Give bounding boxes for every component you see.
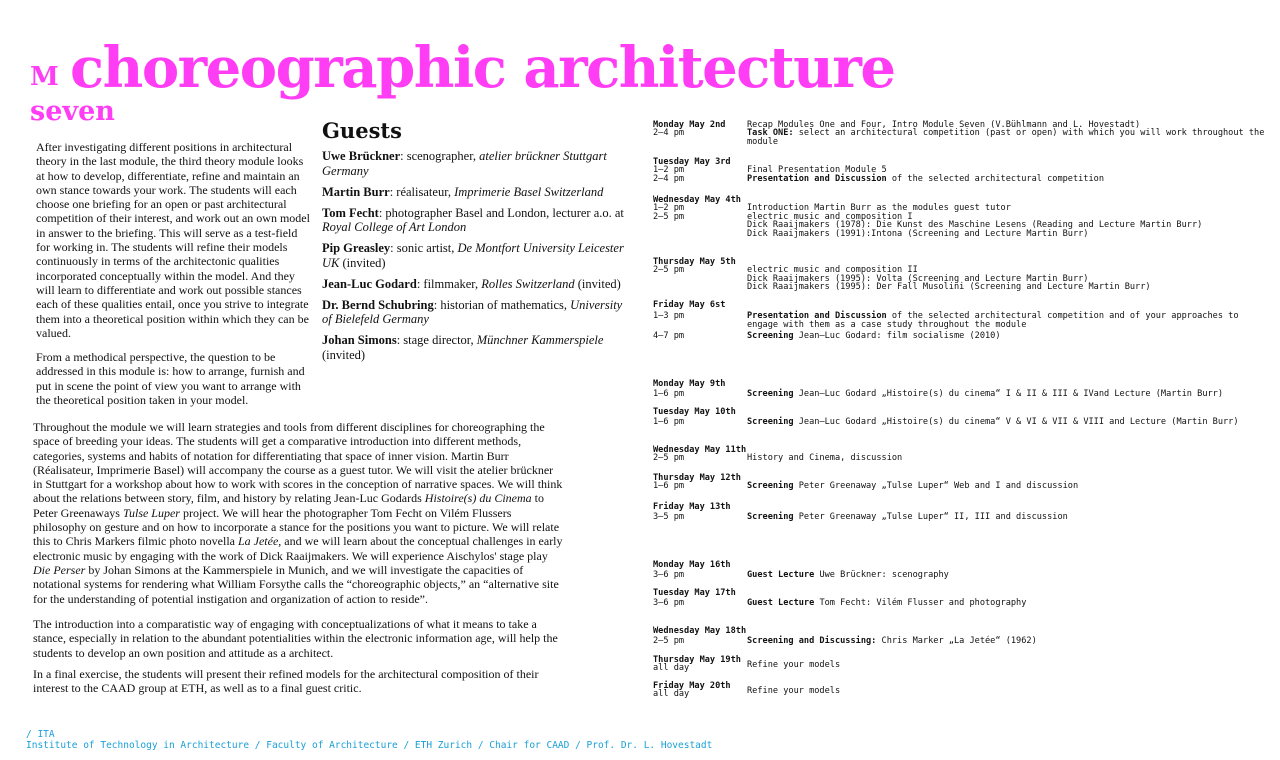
guest-name: Jean-Luc Godard [322,276,417,291]
schedule-day-label: Wednesday May 18th [653,626,747,636]
guest-item [322,241,632,271]
guest-item [322,298,632,328]
guest-role: : sonic artist, [390,241,458,256]
schedule-day-tue17 [653,589,1268,608]
guest-name: Dr. Bernd Schubring [322,297,434,312]
guest-item [322,149,632,179]
main-text-5: by Johan Simons at the Kammerspiele in Munich, and we will investigate the capacities of notational systems for rendering what William Forsythe calls the “choreographic objects,” an “alternative site for the understanding of potential instigation and organization of action to reside”. [33,562,559,606]
schedule-day-thu5 [653,258,1268,292]
schedule-entry: electric music and composition I [747,211,913,222]
schedule-entry: Final Presentation Module 5 [747,165,887,176]
module-letter: M [30,62,59,92]
schedule-entry-text: Tom Fecht: Vilém Flusser and photography [814,598,1027,609]
schedule-entry-text: of the selected architectural competition and of your approaches to engage with them as a case study throughout the module [747,311,1239,330]
guest-affiliation: Münchner Kammerspiele [476,333,604,348]
schedule-entry: Recap Modules One and Four, Intro Module Seven (V.Bühlmann and L. Hovestadt) [747,120,1141,130]
guest-role: : stage director, [396,333,477,348]
schedule-entry [747,637,1268,645]
title-la-jetee: La Jetée [237,534,279,549]
schedule-day-label: Friday May 6st [653,300,726,310]
schedule-entry-bold: Guest Lecture [747,598,815,609]
schedule-entry-bold: Screening [747,481,794,492]
schedule-entry: Introduction Martin Burr as the modules guest tutor [747,203,1011,214]
guest-role: : photographer Basel and London, lecturer a.o. at [378,205,624,220]
schedule-day-tue10 [653,408,1268,427]
schedule-entry-bold: Screening [747,512,794,523]
schedule-entry-text: Peter Greenaway „Tulse Luper“ II, III and discussion [793,512,1068,523]
main-paragraph [33,420,563,606]
schedule-day-label: Monday May 16th [653,560,731,570]
schedule-entry-bold: Presentation and Discussion [747,173,887,184]
schedule-day-label: Tuesday May 3rd [653,157,731,167]
schedule-entry-bold: Screening [747,389,794,400]
guest-extra: (invited) [322,347,366,362]
guests-heading: Guests [322,118,402,143]
schedule-entry-bold: Guest Lecture [747,570,815,581]
schedule-day-label: Tuesday May 10th [653,407,736,417]
schedule-time: 2–5 pm [653,453,685,464]
guest-role: : réalisateur, [389,184,455,199]
guest-name: Pip Greasley [322,241,391,256]
guest-name: Martin Burr [322,184,390,199]
schedule-time: 1–2 pm [653,165,685,176]
schedule-time: 3–6 pm [653,570,685,581]
schedule-entry: Dick Raaijmakers (1995): Volta (Screening and Lecture Martin Burr) [747,273,1089,284]
schedule-entry-text: select an architectural competition (past or open) with which you will work throughout the module [747,128,1265,147]
schedule-entry [747,332,1268,340]
schedule-time: 1–6 pm [653,417,685,428]
main-text-1b: ) will accompany the course as a guest tutor. We will visit the atelier brückner in Stuttgart for a workshop about how to work with scores in the conception of narrative spaces. We will think about the relations between story, film, and history by relating Jean-Luc Godards [33,462,563,506]
schedule-time: 2–4 pm [653,128,685,139]
schedule-time: 3–5 pm [653,512,685,523]
schedule-time: 4–7 pm [653,331,685,342]
guest-affiliation: atelier brückner Stuttgart Germany [322,149,607,178]
main-text-1: Throughout the module we will learn strategies and tools from different disciplines for choreographing the space of breeding your ideas. The students will get a comparative introduction into different methods, categories, systems and habits of notation for differentiating that space of inner vision. Martin Burr (Réalisateur, Imprimerie Basel [33,420,545,477]
schedule-time: 2–5 pm [653,265,685,276]
schedule-day-thu19 [653,656,1268,673]
schedule-time: 1–6 pm [653,481,685,492]
schedule-time: 1–2 pm [653,203,685,214]
schedule-entry [747,312,1268,329]
guest-item [322,277,632,292]
schedule-entry: electric music and composition II [747,265,918,276]
main-text-4: , and we will learn about the conceptual challenges in early electronic music by engaging with the work of Dick Raaijmakers. We will experience Aischylos' stage play [33,534,563,563]
schedule-day-label: Monday May 2nd [653,120,726,130]
schedule-entry-bold: Screening [747,331,794,342]
guest-extra: (invited) [574,276,621,291]
schedule-entry-text: Peter Greenaway „Tulse Luper“ Web and I and discussion [793,481,1079,492]
footer-ita: / ITA [26,729,55,740]
guest-name: Johan Simons [322,333,397,348]
schedule-day-wed4 [653,196,1268,238]
schedule-day-fri6 [653,301,1268,341]
schedule-entry [747,571,1268,579]
schedule-day-label: Friday May 13th [653,502,731,512]
schedule-entry: Dick Raaijmakers (1991):Intona (Screening and Lecture Martin Burr) [747,228,1089,239]
page-title: choreographic architecture [70,35,895,101]
schedule-time: 2–5 pm [653,636,685,647]
schedule-day-tue3 [653,158,1268,183]
main-text-3: project. We will hear the photographer Tom Fecht on Vilém Flussers philosophy on gesture and on how to incorporate a stance for the positions you want to picture. We will relate this to Chris Markers filmic photo novella [33,505,560,549]
schedule-entry: History and Cinema, discussion [747,453,903,464]
schedule-entry-bold: Task ONE: [747,128,794,139]
schedule-day-mon2 [653,121,1268,146]
guest-role: : scenographer, [400,149,480,164]
guest-affiliation: Imprimerie Basel Switzerland [454,184,604,199]
schedule-entry [747,390,1268,398]
schedule-entry-bold: Screening and Discussing: [747,636,877,647]
main-text-2: to Peter Greenaways [33,491,545,520]
schedule-day-wed11 [653,446,1268,463]
guest-affiliation: Royal College of Art London [322,220,467,235]
guest-role: : historian of mathematics, [433,297,571,312]
footer [26,729,712,751]
schedule-time: all day [653,663,690,674]
schedule-entry [747,418,1268,426]
schedule-entry-text: Uwe Brückner: scenography [814,570,949,581]
schedule-entry-text: Jean–Luc Godard „Histoire(s) du cinema“ I & II & III & IVand Lecture (Martin Burr) [793,389,1224,400]
schedule-entry [747,175,1268,183]
guest-affiliation: Rolles Switzerland [481,276,575,291]
schedule-day-label: Wednesday May 4th [653,195,741,205]
schedule-day-label: Friday May 20th [653,681,731,691]
guest-item [322,333,632,363]
schedule-day-label: Tuesday May 17th [653,588,736,598]
schedule-time: 1–6 pm [653,389,685,400]
schedule-day-label: Thursday May 5th [653,257,736,267]
title-die-perser: Die Perser [33,562,86,577]
schedule-day-fri13 [653,503,1268,522]
schedule-day-label: Thursday May 12th [653,473,741,483]
schedule-entry-bold: Screening [747,417,794,428]
guest-name: Uwe Brückner [322,149,401,164]
schedule-entry [747,513,1268,521]
schedule-entry: Dick Raaijmakers (1978): Die Kunst des Maschine Lesens (Reading and Lecture Martin Burr) [747,220,1203,231]
schedule-entry-bold: Presentation and Discussion [747,311,887,322]
schedule-time: 1–3 pm [653,311,685,322]
footer-institute: Institute of Technology in Architecture / Faculty of Architecture / ETH Zurich / Chair for CAAD / Prof. Dr. L. Hovestadt [26,740,713,751]
schedule-time: 2–5 pm [653,211,685,222]
module-number: seven [30,96,115,127]
guest-affiliation: University of Bielefeld Germany [322,297,623,327]
schedule-entry-text: of the selected architectural competition [886,173,1105,184]
schedule-entry [747,129,1268,146]
schedule-day-label: Monday May 9th [653,379,726,389]
intro-paragraph-1: After investigating different positions in architectural theory in the last module, the third theory module looks at how to develop, differentiate, refine and maintain an own stance towards your work. The students will each choose one briefing for an open or past architectural competition of their interest, and work out an own model in answer to the briefing. This will serve as a test-field for working in. The students will refine their models continuously in terms of the architectonic qualities incorporated conceptually within the model. And they will learn to differentiate and work out possible stances each of these qualities entail, once you strive to integrate them into a theoretical position within which they can be valued. [36,140,310,340]
title-histoire: Histoire(s) du Cinema [424,491,532,506]
guest-extra: (invited) [339,255,386,270]
schedule-time: all day [653,689,690,700]
schedule-entry-text: Jean–Luc Godard „Histoire(s) du cinema“ V & VI & VII & VIII and Lecture (Martin Burr) [793,417,1239,428]
schedule-entry: Dick Raaijmakers (1995): Der Fall Musolini (Screening and Lecture Martin Burr) [747,282,1151,293]
final-paragraph: In a final exercise, the students will present their refined models for the architectural composition of their interest to the CAAD group at ETH, as well as to a final guest critic. [33,667,539,696]
schedule-day-wed18 [653,627,1268,646]
schedule-day-label: Thursday May 19th [653,655,741,665]
guests-section [322,118,632,369]
guest-role: : filmmaker, [416,276,482,291]
guest-name: Tom Fecht [322,205,379,220]
schedule-time: 2–4 pm [653,173,685,184]
schedule-day-mon9 [653,380,1268,399]
schedule-time: 3–6 pm [653,598,685,609]
title-tulse-luper: Tulse Luper [122,505,180,520]
schedule-entry [747,482,1268,490]
comparatistic-paragraph: The introduction into a comparatistic way of engaging with conceptualizations of what it means to take a stance, especially in relation to the abundant potentialities within the electronic information age, will help the students to develop an own position and attitude as a architect. [33,617,558,660]
schedule-day-fri20 [653,682,1268,699]
guest-item [322,206,632,236]
schedule-day-label: Wednesday May 11th [653,445,747,455]
schedule-entry [747,599,1268,607]
schedule-entry: Refine your models [747,686,841,697]
guest-affiliation: De Montfort University Leicester UK [322,241,624,270]
guest-item [322,185,632,200]
schedule-entry-text: Chris Marker „La Jetée“ (1962) [876,636,1037,647]
schedule-day-thu12 [653,474,1268,491]
schedule-entry-text: Jean–Luc Godard: film socialisme (2010) [793,331,1001,342]
schedule-day-mon16 [653,561,1268,580]
intro-paragraph-2: From a methodical perspective, the question to be addressed in this module is: how to arrange, furnish and put in scene the point of view you want to arrange with the theoretical position taken in your model. [36,350,305,407]
schedule-entry: Refine your models [747,660,841,671]
